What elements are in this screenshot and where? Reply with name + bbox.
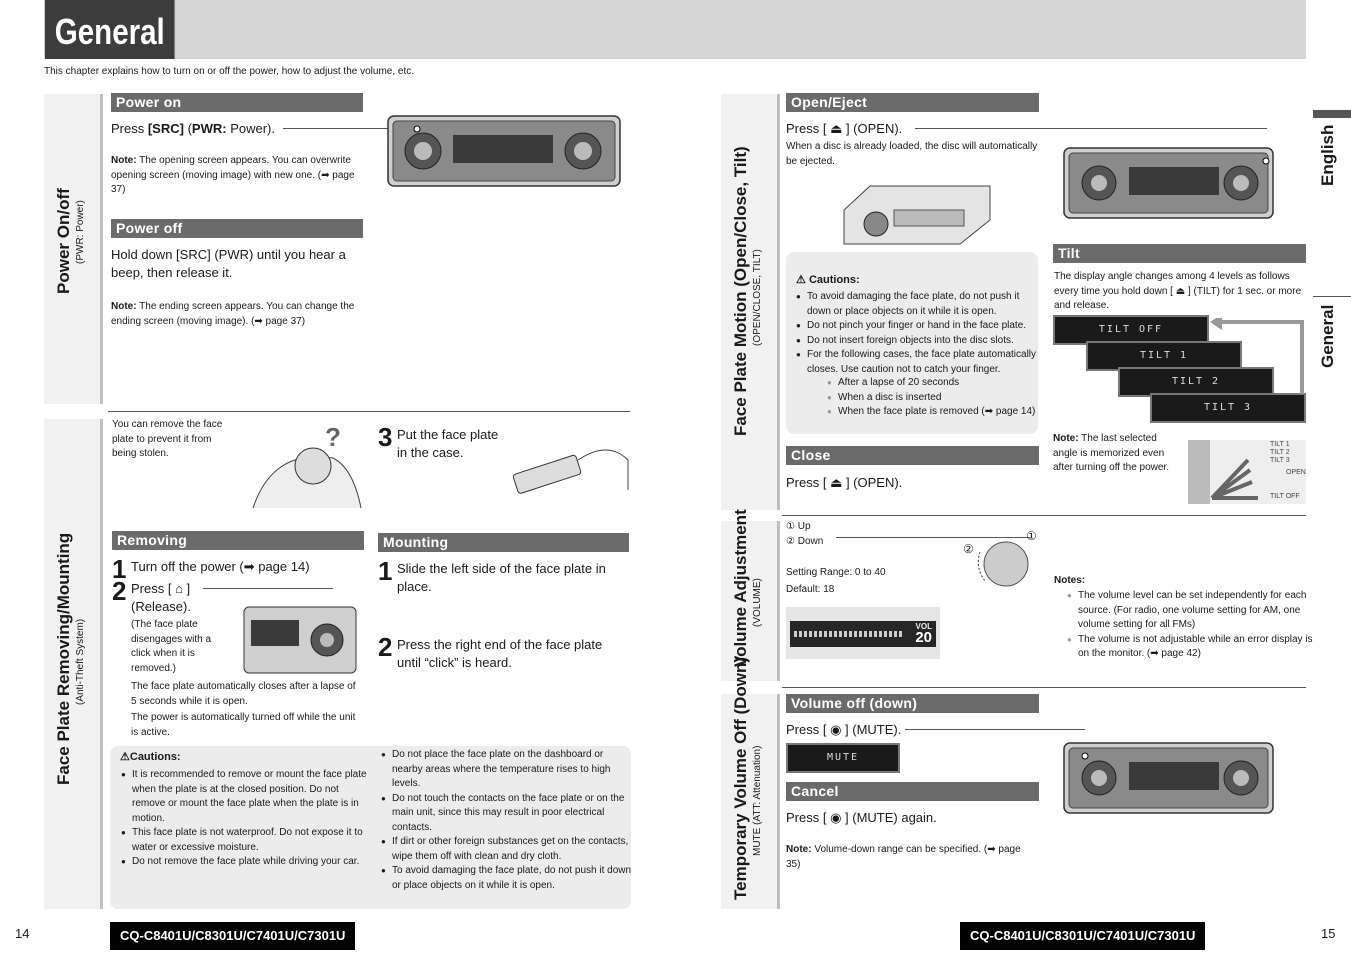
power-side-title: Power On/off (PWR: Power) xyxy=(54,188,86,294)
removing-note1: The face plate automatically closes after a lapse of 5 seconds while it is open. xyxy=(131,681,356,707)
step-number: 2 xyxy=(112,576,127,606)
volume-off-bar: Volume off (down) xyxy=(786,694,1039,713)
section-divider xyxy=(782,687,1306,688)
tilt-lcd-2: TILT 2 xyxy=(1118,367,1274,397)
page-number-right: 15 xyxy=(1321,926,1336,941)
caution-item: ● Do not insert foreign objects into the disc slots. xyxy=(807,334,1045,349)
caution-item: ● This face plate is not waterproof. Do not expose it to water or excessive moisture. xyxy=(132,826,372,855)
open-eject-bar: Open/Eject xyxy=(786,93,1039,112)
knob-label-down: ② xyxy=(963,542,974,556)
power-on-text: Press [SRC] (PWR: Power). xyxy=(111,121,275,136)
caution-item: ● Do not place the face plate on the dashboard or nearby areas where the temperature rises to high levels. xyxy=(392,748,634,792)
head-unit-illustration xyxy=(387,115,621,187)
mute-side-title: Temporary Volume Off (Down) MUTE (ATT: Attenuation) xyxy=(731,656,763,900)
leader-line xyxy=(905,729,1085,730)
caution-item: ● Do not remove the face plate while driving your car. xyxy=(132,855,372,870)
motion-cases-list xyxy=(826,376,1048,420)
volume-range: Setting Range: 0 to 40 xyxy=(786,567,886,578)
leader-line xyxy=(203,588,333,589)
tilt-note: Note: The last selected angle is memorized even after turning off the power. xyxy=(1053,433,1170,473)
open-faceplate-illustration xyxy=(840,180,992,250)
step3-text: Put the face plate in the case. xyxy=(397,427,499,460)
step-number: 3 xyxy=(378,422,393,452)
power-on-note: Note: The opening screen appears. You can overwrite opening screen (moving image) with new one. (➡ page 37) xyxy=(111,155,355,195)
power-on-bar: Power on xyxy=(111,93,363,112)
tilt-diagram-labels: TILT 1 TILT 2 TILT 3 OPEN TILT OFF xyxy=(1270,441,1306,500)
caution-item: ● Do not touch the contacts on the face plate or on the main unit, since this may result in poor electrical contacts. xyxy=(392,792,634,836)
cautions-list-left xyxy=(120,768,372,870)
faceplate-unit-illustration xyxy=(243,606,357,674)
case-item: ● When the face plate is removed (➡ page 14) xyxy=(838,405,1048,420)
general-tab: General xyxy=(1318,304,1337,368)
head-unit-illustration xyxy=(1063,147,1274,219)
removing-step2: Press [ ⌂ ] xyxy=(131,581,191,596)
mute-lcd: MUTE xyxy=(786,743,900,773)
theft-illustration xyxy=(243,418,365,518)
caution-item: ● For the following cases, the face plate automatically closes. Use caution not to catch your finger. xyxy=(807,348,1045,377)
open-subtext: When a disc is already loaded, the disc will automatically be ejected. xyxy=(786,141,1038,167)
power-side-tab xyxy=(44,94,103,404)
mute-note: Note: Volume-down range can be specified. (➡ page 35) xyxy=(786,844,1021,870)
caution-item: ● To avoid damaging the face plate, do not push it down or place objects on it while it is open. xyxy=(392,864,634,893)
cautions-list-right xyxy=(380,748,634,893)
faceplate-side-tab xyxy=(44,419,103,909)
chapter-intro: This chapter explains how to turn on or off the power, how to adjust the volume, etc. xyxy=(44,66,415,77)
case-item: ● After a lapse of 20 seconds xyxy=(838,376,1048,391)
leader-line xyxy=(915,128,1267,129)
power-off-bar: Power off xyxy=(111,219,363,238)
caution-item: ● It is recommended to remove or mount the face plate when the plate is at the closed position. Do not remove or mount the face plate when the plate is in motion. xyxy=(132,768,372,826)
volume-lcd-label: VOL xyxy=(915,622,932,631)
english-tab-marker xyxy=(1313,110,1351,118)
cancel-bar: Cancel xyxy=(786,782,1039,801)
english-tab: English xyxy=(1318,124,1337,186)
page-number-left: 14 xyxy=(15,926,30,941)
motion-side-tab xyxy=(721,94,780,510)
motion-cautions-list xyxy=(795,290,1045,377)
volume-up: ① Up xyxy=(786,521,811,532)
close-text: Press [ ⏏ ] (OPEN). xyxy=(786,475,903,490)
volume-lcd-frame xyxy=(786,607,940,659)
tilt-text: The display angle changes among 4 levels as follows every time you hold down [ ⏏ ] (TILT) for 1 sec. or more and release. xyxy=(1054,271,1302,311)
faceplate-side-title: Face Plate Removing/Mounting (Anti-Theft System) xyxy=(54,532,86,785)
note-item: ● The volume level can be set independently for each source. (For radio, one volume setting for AM, one volume setting for all FMs) xyxy=(1078,589,1316,633)
step-number: 1 xyxy=(112,554,127,584)
page-title: General xyxy=(45,0,175,59)
model-number-right: CQ-C8401U/C8301U/C7401U/C7301U xyxy=(960,922,1205,950)
case-illustration xyxy=(508,440,632,502)
note-item: ● The volume is not adjustable while an error display is on the monitor. (➡ page 42) xyxy=(1078,633,1316,662)
volume-bargraph xyxy=(794,631,904,637)
motion-side-title: Face Plate Motion (Open/Close, Tilt) (OPEN/CLOSE, TILT) xyxy=(731,146,763,436)
open-text: Press [ ⏏ ] (OPEN). xyxy=(786,121,903,136)
model-number-left: CQ-C8401U/C8301U/C7401U/C7301U xyxy=(110,922,355,950)
knob-label-up: ① xyxy=(1026,529,1037,543)
warning-icon: ⚠ xyxy=(120,751,130,763)
case-item: ● When a disc is inserted xyxy=(838,391,1048,406)
faceplate-intro: You can remove the face plate to prevent it from being stolen. xyxy=(112,419,223,459)
removing-note2: The power is automatically turned off while the unit is active. xyxy=(131,712,356,738)
volume-down: ② Down xyxy=(786,536,824,547)
mute-side-tab xyxy=(721,656,780,909)
removing-bar: Removing xyxy=(112,531,364,550)
step-number: 1 xyxy=(378,556,393,586)
mounting-step2: Press the right end of the face plate until “click” is heard. xyxy=(397,637,603,670)
page-header-band xyxy=(44,0,1306,59)
caution-item: ● If dirt or other foreign substances get on the contacts, wipe them off with clean and dry cloth. xyxy=(392,835,634,864)
removing-step2-release: (Release). xyxy=(131,599,191,614)
volume-side-title: Volume Adjustment (VOLUME) xyxy=(731,509,763,667)
caution-item: ● To avoid damaging the face plate, do not push it down or place objects on it while it is open. xyxy=(807,290,1045,319)
mounting-step1: Slide the left side of the face plate in place. xyxy=(397,561,606,594)
volume-knob xyxy=(974,532,1034,592)
svg-text:?: ? xyxy=(325,422,341,452)
tilt-lcd-1: TILT 1 xyxy=(1086,341,1242,371)
cautions-heading: ⚠Cautions: xyxy=(120,751,181,763)
close-bar: Close xyxy=(786,446,1039,465)
step-number: 2 xyxy=(378,632,393,662)
warning-icon: ⚠ xyxy=(796,274,806,286)
volume-default: Default: 18 xyxy=(786,584,835,595)
mounting-bar: Mounting xyxy=(378,533,629,552)
head-unit-illustration xyxy=(1063,742,1274,814)
power-off-note: Note: The ending screen appears. You can change the ending screen (moving image). (➡ page 37) xyxy=(111,301,355,327)
cautions-heading: ⚠ Cautions: xyxy=(796,274,860,286)
volume-notes-list xyxy=(1066,589,1316,662)
volume-notes-heading: Notes: xyxy=(1054,575,1086,586)
power-off-text: Hold down [SRC] (PWR) until you hear a beep, then release it. xyxy=(111,247,346,280)
volume-lcd-value: 20 xyxy=(915,629,932,646)
cancel-text: Press [ ◉ ] (MUTE) again. xyxy=(786,810,937,825)
tilt-bar: Tilt xyxy=(1053,244,1306,263)
volume-lcd xyxy=(790,621,936,647)
tilt-lcd-off: TILT OFF xyxy=(1053,315,1209,345)
tilt-lcd-3: TILT 3 xyxy=(1150,393,1306,423)
caution-item: ● Do not pinch your finger or hand in the face plate. xyxy=(807,319,1045,334)
section-divider xyxy=(108,411,630,412)
removing-step2-paren: (The face plate disengages with a click when it is removed.) xyxy=(131,619,212,674)
volume-off-text: Press [ ◉ ] (MUTE). xyxy=(786,722,902,737)
removing-step1: Turn off the power (➡ page 14) xyxy=(131,559,310,574)
tilt-cycle-arrow xyxy=(1210,318,1306,394)
section-divider xyxy=(782,515,1306,516)
tab-divider xyxy=(1313,296,1351,297)
